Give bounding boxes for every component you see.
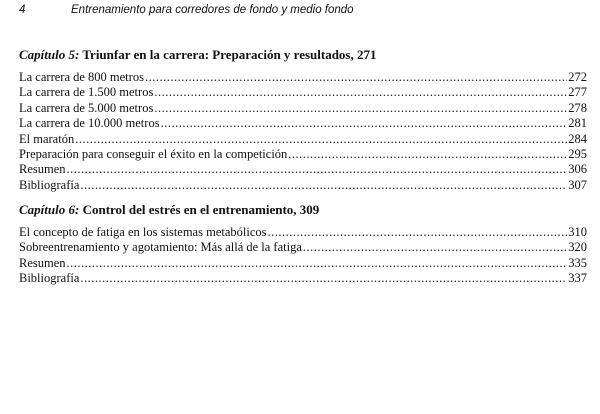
toc-entry	[19, 132, 587, 147]
toc-entry-page: 320	[568, 240, 587, 255]
dot-leader	[154, 101, 567, 116]
page-header	[0, 4, 600, 22]
toc-entry	[19, 162, 587, 177]
toc-entry-title: Preparación para conseguir el éxito en la competición	[19, 147, 288, 162]
toc-entry	[19, 225, 587, 240]
toc-entry-title: El concepto de fatiga en los sistemas metabólicos	[19, 225, 267, 239]
dot-leader	[75, 132, 567, 147]
toc-entry	[19, 70, 587, 85]
toc-entry	[19, 178, 587, 193]
dot-leader	[67, 256, 568, 271]
toc-entry	[19, 256, 587, 271]
toc-entry-page: 281	[568, 116, 587, 131]
chapter-name: Control del estrés en el entrenamiento, 309	[82, 202, 320, 217]
chapter-label: Capítulo 5:	[19, 47, 80, 62]
running-title: Entrenamiento para corredores de fondo y medio fondo	[71, 4, 354, 16]
toc-entry-title: La carrera de 800 metros	[19, 70, 144, 84]
toc-entry-page: 310	[568, 225, 587, 239]
toc-entry-page: 295	[568, 147, 587, 162]
dot-leader	[80, 271, 567, 286]
toc-entry	[19, 271, 587, 286]
page-number: 4	[19, 4, 26, 16]
chapter-6-section	[19, 201, 587, 287]
chapter-title	[19, 201, 587, 218]
toc-entry-page: 278	[568, 100, 587, 115]
toc-entry-page: 284	[568, 131, 587, 146]
toc-entry	[19, 85, 587, 100]
toc-entry	[19, 147, 587, 162]
toc-entry-page: 277	[568, 85, 587, 100]
toc-entry-page: 307	[568, 177, 587, 192]
chapter-title	[19, 46, 587, 63]
toc-entry	[19, 240, 587, 255]
dot-leader	[303, 240, 567, 255]
dot-leader	[161, 116, 568, 131]
chapter-name: Triunfar en la carrera: Preparación y resultados, 271	[82, 47, 377, 62]
toc-entry-title: Sobreentrenamiento y agotamiento: Más allá de la fatiga	[19, 240, 302, 255]
toc-entry-title: La carrera de 5.000 metros	[19, 100, 154, 115]
toc-entry-page: 337	[568, 271, 587, 286]
toc-entry-title: Resumen	[19, 162, 66, 177]
toc-entry-page: 306	[568, 162, 587, 177]
dot-leader	[268, 225, 568, 240]
dot-leader	[154, 85, 567, 100]
chapter-5-section	[19, 46, 587, 193]
chapter-label: Capítulo 6:	[19, 202, 80, 217]
toc-entry	[19, 116, 587, 131]
toc-entry-title: Bibliografía	[19, 177, 80, 192]
toc-entry	[19, 101, 587, 116]
toc-entry-title: La carrera de 1.500 metros	[19, 85, 154, 100]
dot-leader	[288, 147, 567, 162]
toc-entry-title: El maratón	[19, 131, 75, 146]
toc-entry-page: 335	[568, 255, 587, 270]
toc-entry-title: Resumen	[19, 255, 66, 270]
toc-entry-title: Bibliografía	[19, 271, 80, 286]
dot-leader	[80, 178, 567, 193]
dot-leader	[67, 162, 568, 177]
toc-entry-page: 272	[568, 70, 587, 84]
dot-leader	[145, 70, 567, 85]
toc-entry-title: La carrera de 10.000 metros	[19, 116, 160, 131]
